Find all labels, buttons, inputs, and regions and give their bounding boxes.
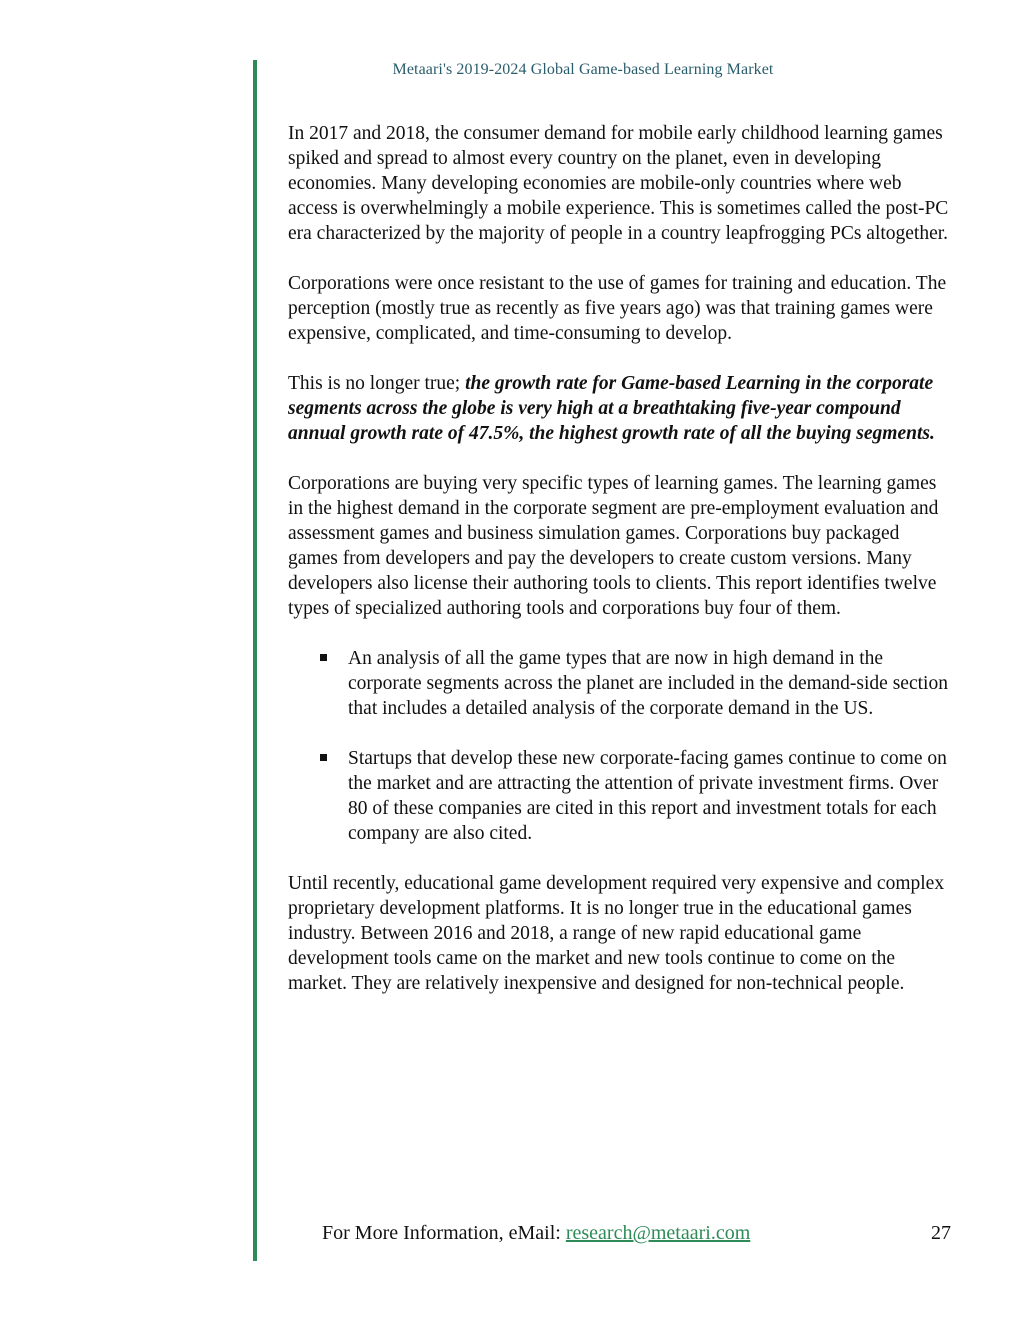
square-bullet-icon xyxy=(320,654,327,661)
growth-rate-lead: This is no longer true; xyxy=(288,373,466,394)
paragraph-corporate-buying: Corporations are buying very specific types of learning games. The learning games in the highest demand in the corporate segment are pre-employment evaluation and assessment games and business simulation games. Corporations buy packaged games from developers and pay the developers to create custom versions. Many developers also license their authoring tools to clients. This report identifies twelve types of specialized authoring tools and corporations buy four of them. xyxy=(288,473,939,619)
paragraph-corporate-resistance: Corporations were once resistant to the use of games for training and education. The perception (mostly true as recently as five years ago) was that training games were expensive, complicated, and time-consuming to develop. xyxy=(288,273,947,344)
page-body xyxy=(288,121,952,996)
square-bullet-icon xyxy=(320,754,327,761)
running-header-title: Metaari's 2019-2024 Global Game-based Learning Market xyxy=(392,61,774,78)
email-link[interactable]: research@metaari.com xyxy=(565,1222,751,1244)
list-item xyxy=(288,646,952,721)
bullet-list xyxy=(288,646,952,846)
paragraph-development-tools: Until recently, educational game development required very expensive and complex proprietary development platforms. It is no longer true in the educational games industry. Between 2016 and 2018, a range of new rapid educational game development tools came on the market and new tools continue to come on the market. They are relatively inexpensive and designed for non-technical people. xyxy=(288,873,945,994)
list-item xyxy=(288,746,952,846)
left-margin-rule xyxy=(253,60,257,1261)
paragraph-mobile-demand: In 2017 and 2018, the consumer demand for mobile early childhood learning games spiked and spread to almost every country on the planet, even in developing economies. Many developing economies are mobile-only countries where web access is overwhelmingly a mobile experience. This is sometimes called the post-PC era characterized by the majority of people in a country leapfrogging PCs altogether. xyxy=(288,123,949,244)
paragraph-growth-rate xyxy=(288,371,952,446)
bullet-text: An analysis of all the game types that are now in high demand in the corporate segments across the planet are included in the demand-side section that includes a detailed analysis of the corporate demand in the US. xyxy=(348,648,948,719)
footer-contact xyxy=(322,1220,750,1246)
page-number: 27 xyxy=(931,1222,951,1244)
growth-rate-emphasis: the growth rate for Game-based Learning in the corporate segments across the globe is very high at a breathtaking five-year compound annual growth rate of 47.5%, the highest growth rate of all the buying segments. xyxy=(288,373,935,444)
bullet-text: Startups that develop these new corporate-facing games continue to come on the market and are attracting the attention of private investment firms. Over 80 of these companies are cited in this report and investment totals for each company are also cited. xyxy=(348,748,947,844)
footer-info-label: For More Information, eMail: xyxy=(322,1222,566,1244)
